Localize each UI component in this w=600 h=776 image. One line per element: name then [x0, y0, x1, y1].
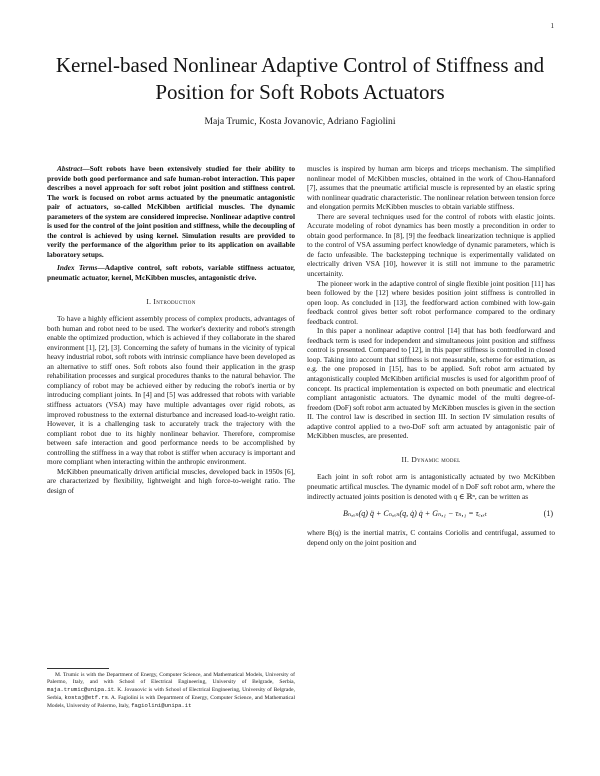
- index-terms-text: —Adaptive control, soft robots, variable stiffness actuator, pneumatic actuator, kernel, McKibben muscles, antagonistic drive.: [47, 263, 295, 283]
- intro-paragraph: McKibben pneumatically driven artificial muscles, developed back in 1950s [6], are characterized by flexibility, lightweight and high force-to-weight ratio. The design of: [47, 466, 295, 495]
- body-paragraph: There are several techniques used for the control of robots with elastic joints. Accurate modeling of robot dynamics has been mostly a precondition in order to obtain good performance. In [8], [9] the feedback linearization technique is applied to the control of VSA assuming perfect knowledge of dynamic parameters, which is de facto unfeasible. The backstepping technique is experimentally validated on electrically driven VSA [10], however it is still not immune to the parametric uncertainity.: [307, 211, 555, 279]
- left-column: [47, 164, 295, 496]
- body-paragraph: Each joint in soft robot arm is antagonistically actuated by two McKibben pneumatic artifical muscles. The dynamic model of n DoF soft robot arm, where the indirectly actuated joints position is denoted with q ∈ ℝⁿ, can be written as: [307, 472, 555, 501]
- equation-block: [307, 505, 555, 525]
- page-number: 1: [550, 22, 554, 30]
- section-heading-introduction: I. Introduction: [146, 296, 196, 306]
- intro-paragraph: To have a highly efficient assembly process of complex products, advantages of both human and robot need to be used. The worker's dexterity and robot's strength enable the optimized production, which is achieved if they collaborate in the shared environment [1], [2], [3]. Concerning the safety of humans in the vicinity of typical heavy industrial robot, soft robots with intrinsic compliance have been developed as an alternative to stiff ones. Soft robots also found their application in the grasp rehabilitation processes and surgical procedures thanks to the natural behavior. The compliancy of robot may be achieved either by reducing the robot's inertia or by introducing compliant joints. In [4] and [5] was addressed that robots with variable stiffness actuators (VSA) may have multiple advantages over rigid robots, as improved robustness to the external disturbance and increased load-to-weight ratio. However, it is a challenging task to accurately track the trajectory with the compliant robot due to its highly nonlinear behavior. Therefore, compromise between safe interaction and good performance needs to be accomplished by controlling the stiffness in a way that robot is stiffer when accuracy is important and more compliant when interacting within the anthropic environment.: [47, 314, 295, 467]
- email-link[interactable]: kostaj@etf.rs: [64, 694, 109, 702]
- section-heading-dynamic-model: II. Dynamic model: [401, 454, 461, 464]
- author-list: Maja Trumic, Kosta Jovanovic, Adriano Fagiolini: [204, 116, 396, 127]
- body-paragraph: In this paper a nonlinear adaptive control [14] that has both feedforward and feedback term is used for independent and simultaneous joint position and stiffness control is presented. Compared to [12], in this paper stiffness is controlled in closed loop. Taking into account that stiffness is not measurable, scheme for estimation, as e.g. the one proposed in [15], has to be applied. Soft robot arm actuated by antagonistically coupled McKibben artificial muscles is used for algorithm proof of concept. Its practical implementation is expected on both pneumatic and electrical compliant antagonistic actuators. The dynamic model of the multi degree-of-freedom (DoF) soft robot arm actuated by McKibben muscles is given in the section II. The control law is described in section III. In section IV simulation results of adaptive control applied to a two-DoF soft arm actuated by antagonistic pair of McKibben muscles, are presented.: [307, 326, 555, 441]
- index-terms: [47, 263, 295, 282]
- equation-number: (1): [543, 509, 553, 519]
- footnote-text: . A. Fagiolini is with Department of Energy, Computer Science, and Mathematical Models, University of Palermo, Italy,: [47, 695, 296, 710]
- email-link[interactable]: maja.trumic@unipa.it: [47, 686, 115, 694]
- abstract-text: —Soft robots have been extensively studied for their ability to provide both good performance and safe human-robot interaction. This paper describes a novel approach for soft robot joint position and stiffness control. The work is focused on robot arms actuated by the pneumatic antagonistic pair of actuators, so-called McKibben artificial muscles. The dynamic parameters of the system are considered imprecise. Nonlinear adaptive control is used for the control of the joint position and stiffness, while the decoupling of the control is achieved by using kernel. Simulation results are provided to verify the performance of the algorithm prior to its application on available laboratory setups.: [47, 164, 295, 259]
- abstract-label: Abstract: [57, 164, 83, 173]
- author-affiliation-footnote: [47, 672, 295, 710]
- right-column: [307, 164, 555, 547]
- equation: Bₙ,ₓₙ(q) q̈ + Cₙ,ₓₙ(q, q̇) q̇ + Gₙ,₁ − τₙ,₁ = τₑ,ₓₜ: [343, 509, 487, 519]
- body-paragraph: where B(q) is the inertial matrix, C contains Coriolis and centrifugal, assumed to depend only on the joint position and: [307, 528, 555, 547]
- body-paragraph: muscles is inspired by human arm biceps and triceps mechanism. The simplified nonlinear model of McKibben muscles, obtained in the work of Chou-Hannaford [7], assumes that the pneumatic artificial muscle is represented by an elastic spring with nonlinear quadratic characteristic. The nonlinear relation between tension force and elongation permits McKibben muscles to obtain variable stiffness.: [307, 164, 555, 212]
- index-terms-label: Index Terms: [57, 263, 98, 273]
- paper-title: Kernel-based Nonlinear Adaptive Control of Stiffness and Position for Soft Robots Actuators: [55, 53, 545, 104]
- abstract: [47, 164, 295, 259]
- footnote-rule: [47, 668, 109, 669]
- footnote-text: M. Trumic is with the Department of Energy, Computer Science, and Mathematical Models, University of Palermo, Italy, and with School of Electrical Engineering, University of Belgrade, Serbia,: [47, 672, 295, 686]
- email-link[interactable]: fagiolini@unipa.it: [131, 702, 192, 710]
- body-paragraph: The pioneer work in the adaptive control of single flexible joint position [11] has been followed by the [12] where besides position joint stiffness is controlled in open loop. As concluded in [13], the feedforward action combined with low-gain feedback control gives better soft robot performance compared to the ordinary feedback control.: [307, 278, 555, 326]
- footnote-text: . K. Jovanovic is with School of Electrical Engineering, University of Belgrade, Serbia,: [47, 687, 295, 702]
- footnotes: [47, 668, 295, 710]
